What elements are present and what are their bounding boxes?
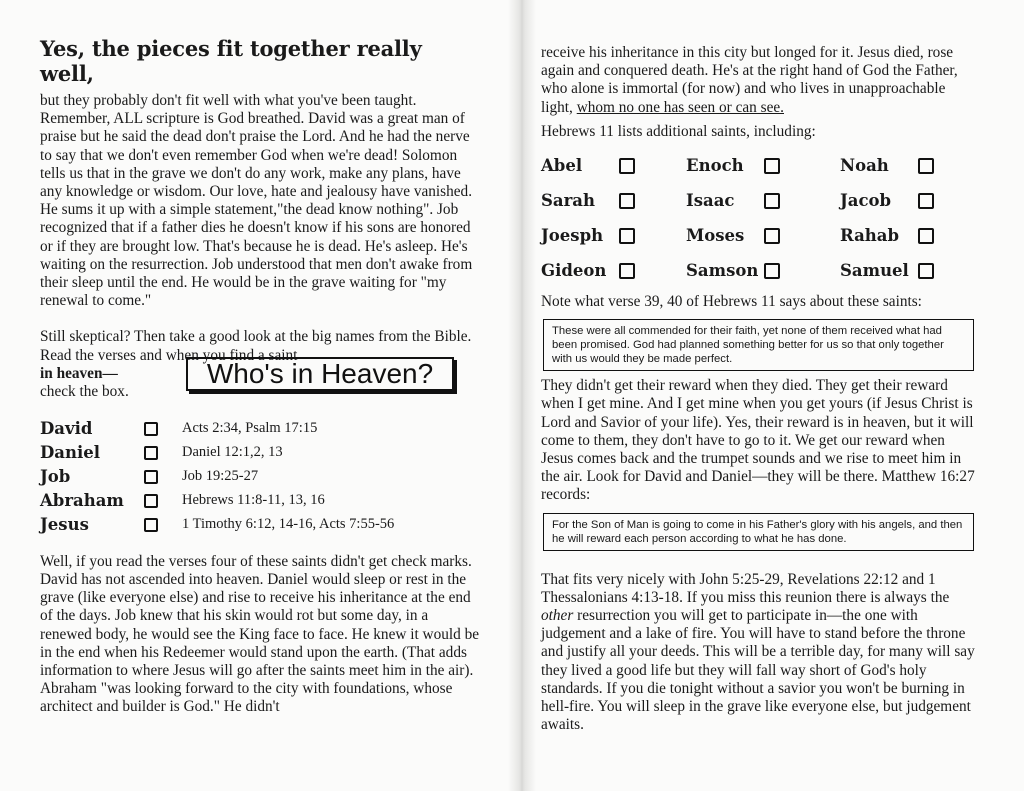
checkbox[interactable] xyxy=(144,518,158,532)
right-paragraph-1-text: receive his inheritance in this city but longed for it. Jesus died, rose again and conquered death. He's at the right hand of God the Father, who alone is immortal (for now) and who lives in unapproachable light, xyxy=(541,44,958,116)
checkbox[interactable] xyxy=(918,228,934,244)
grid-item xyxy=(541,258,686,283)
grid-item xyxy=(686,188,840,213)
right-paragraph-3-text-cont: resurrection you will get to participate in—the one with judgement and a lake of fire. You will have to stand before the throne and justify all your deeds. This will be a terrible day, for many will say they lived a good life but they will fall way short of God's holy standards. If you die tonight without a savior you won't be burning in hell-fire. You will sleep in the grave like everyone else, but judgement awaits. xyxy=(541,607,975,734)
checkbox[interactable] xyxy=(619,193,635,209)
grid-saint-name: Abel xyxy=(541,156,583,176)
checkbox[interactable] xyxy=(619,228,635,244)
right-paragraph-1 xyxy=(541,44,976,117)
checkbox[interactable] xyxy=(619,263,635,279)
saint-row xyxy=(40,417,394,441)
checkbox[interactable] xyxy=(918,263,934,279)
saint-row xyxy=(40,441,394,465)
grid-saint-name: Rahab xyxy=(840,226,900,246)
matthew-quote-box: For the Son of Man is going to come in his Father's glory with his angels, and then he will reward each person according to what he has done. xyxy=(543,513,974,551)
grid-saint-name: Sarah xyxy=(541,191,595,211)
saint-reference: 1 Timothy 6:12, 14-16, Acts 7:55-56 xyxy=(182,516,395,533)
grid-item xyxy=(840,188,976,213)
saint-reference: Daniel 12:1,2, 13 xyxy=(182,444,283,461)
checkbox[interactable] xyxy=(764,158,780,174)
grid-item xyxy=(686,153,840,178)
check-box-label: check the box. xyxy=(40,383,129,401)
checkbox[interactable] xyxy=(918,158,934,174)
grid-saint-name: Isaac xyxy=(686,191,735,211)
checkbox[interactable] xyxy=(764,228,780,244)
saint-name: Jesus xyxy=(40,515,89,535)
grid-item xyxy=(686,223,840,248)
whos-in-heaven-title: Who's in Heaven? xyxy=(186,357,454,391)
grid-saint-name: Gideon xyxy=(541,261,607,281)
checkbox[interactable] xyxy=(144,446,158,460)
grid-item xyxy=(541,223,686,248)
italic-other: other xyxy=(541,607,574,625)
grid-item xyxy=(541,153,686,178)
grid-item xyxy=(840,258,976,283)
note-line: Note what verse 39, 40 of Hebrews 11 says about these saints: xyxy=(541,293,922,311)
saint-row xyxy=(40,513,394,537)
saints-checklist xyxy=(40,417,394,537)
saint-reference: Hebrews 11:8-11, 13, 16 xyxy=(182,492,325,509)
right-paragraph-3 xyxy=(541,571,976,735)
grid-saint-name: Samuel xyxy=(840,261,909,281)
checkbox[interactable] xyxy=(918,193,934,209)
page-gutter xyxy=(508,0,536,791)
checkbox[interactable] xyxy=(144,422,158,436)
hebrews-quote-box: These were all commended for their faith, yet none of them received what had been promised. God had planned something better for us so that only together with us would they be made perfect. xyxy=(543,319,974,371)
saint-name: Job xyxy=(40,467,71,487)
grid-saint-name: Noah xyxy=(840,156,889,176)
grid-saint-name: Samson xyxy=(686,261,759,281)
right-paragraph-3-text: That fits very nicely with John 5:25-29, Revelations 22:12 and 1 Thessalonians 4:13-18. If you miss this reunion there is always the xyxy=(541,570,950,606)
grid-item xyxy=(686,258,840,283)
checkbox[interactable] xyxy=(144,470,158,484)
hebrews-intro: Hebrews 11 lists additional saints, including: xyxy=(541,122,816,140)
left-page xyxy=(40,36,480,717)
right-page xyxy=(541,44,976,734)
saint-row xyxy=(40,489,394,513)
checkbox[interactable] xyxy=(764,263,780,279)
grid-item xyxy=(541,188,686,213)
saint-reference: Acts 2:34, Psalm 17:15 xyxy=(182,420,318,437)
saint-name: Abraham xyxy=(40,491,124,511)
left-paragraph-3: Well, if you read the verses four of these saints didn't get check marks. David has not ascended into heaven. Daniel would sleep or rest in the grave (like everyone else) and rise to receive his inheritance at the end of the days. Job knew that his skin would rot but some day, in a renewed body, he would see the King face to face. He knew it would be in the end when his Redeemer would stand upon the earth. (That adds information to where Jesus will go after the saints meet him in the air). Abraham "was looking forward to the city with foundations, whose architect and builder is God." He didn't xyxy=(40,552,480,716)
checkbox[interactable] xyxy=(144,494,158,508)
grid-item xyxy=(840,223,976,248)
saint-name: David xyxy=(40,419,93,439)
saint-reference: Job 19:25-27 xyxy=(182,468,259,485)
grid-saint-name: Moses xyxy=(686,226,745,246)
right-paragraph-2: They didn't get their reward when they died. They get their reward when I get mine. And I get mine when you get yours (if Jesus Christ is Lord and Savior of your life). Yes, their reward is in heaven, but it will come to them, they don't have to go to it. We get our reward when Jesus comes back and the trumpet sounds and we rise to meet him in the air. Look for David and Daniel—they will be there. Matthew 16:27 records: xyxy=(541,377,975,504)
hebrews-saints-grid xyxy=(541,153,976,283)
grid-saint-name: Jacob xyxy=(840,191,892,211)
underlined-phrase: whom no one has seen or can see. xyxy=(576,98,784,116)
saint-row xyxy=(40,465,394,489)
grid-saint-name: Enoch xyxy=(686,156,744,176)
grid-item xyxy=(840,153,976,178)
saint-name: Daniel xyxy=(40,443,101,463)
check-instruction-row xyxy=(40,357,480,403)
checkbox[interactable] xyxy=(764,193,780,209)
left-paragraph-1: but they probably don't fit well with what you've been taught. Remember, ALL scripture is God breathed. David was a great man of praise but he said the dead don't praise the Lord. And he had the nerve to say that we don't even remember God when we're dead! Solomon tells us that in the grave we don't do any work, make any plans, have any knowledge or wisdom. Our love, hate and jealousy have vanished. He sums it up with a simple statement,"the dead know nothing". Job recognized that if a father dies he doesn't know if his sons are honored or if they are brought low. That's because he is dead. He's asleep. He's waiting on the resurrection. Job understood that men don't awake from their sleep until the end. He would be in the grave waiting for "my renewal to come." xyxy=(40,92,473,310)
page-heading: Yes, the pieces fit together really well, xyxy=(40,36,422,86)
left-paragraph-2: Still skeptical? Then take a good look at the big names from the Bible. Read the verses and when you find a saint xyxy=(40,328,472,364)
checkbox[interactable] xyxy=(619,158,635,174)
grid-saint-name: Joesph xyxy=(541,226,604,246)
in-heaven-label: in heaven— xyxy=(40,364,118,382)
